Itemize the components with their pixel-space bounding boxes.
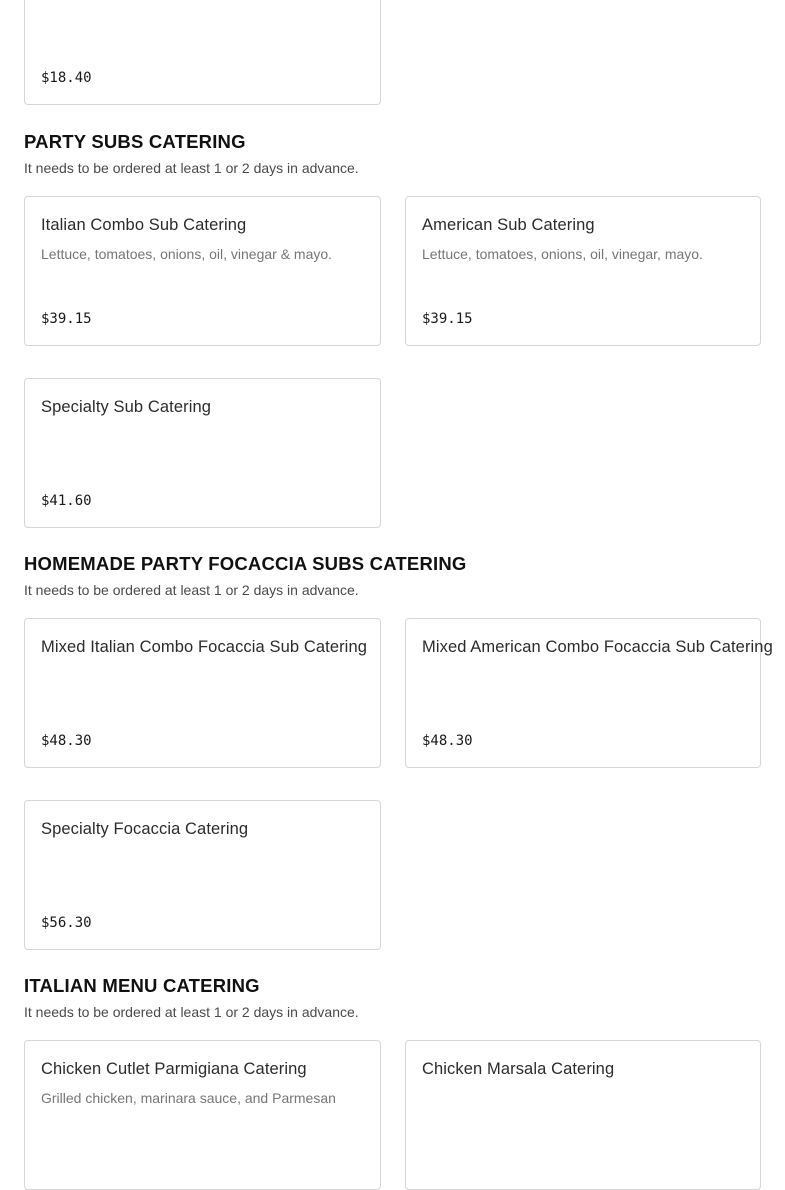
section-note: It needs to be ordered at least 1 or 2 days in advance. — [24, 1004, 359, 1020]
section-note: It needs to be ordered at least 1 or 2 days in advance. — [24, 582, 359, 598]
item-name: Chicken Marsala Catering — [422, 1060, 615, 1078]
menu-item-card[interactable] — [24, 196, 381, 346]
item-name: American Sub Catering — [422, 216, 595, 234]
menu-item-card[interactable] — [405, 196, 761, 346]
item-price: $39.15 — [41, 311, 92, 327]
menu-item-card[interactable] — [24, 800, 381, 950]
menu-item-card[interactable] — [24, 378, 381, 528]
menu-item-card[interactable] — [405, 618, 773, 768]
menu-item-card[interactable] — [24, 618, 381, 768]
menu-item-card[interactable] — [24, 1040, 381, 1190]
section-title: HOMEMADE PARTY FOCACCIA SUBS CATERING — [24, 553, 467, 574]
section-title: ITALIAN MENU CATERING — [24, 975, 260, 996]
item-name: Mixed American Combo Focaccia Sub Catering — [422, 638, 773, 656]
item-price: $56.30 — [41, 915, 92, 931]
section-title: PARTY SUBS CATERING — [24, 131, 246, 152]
item-price: $41.60 — [41, 493, 92, 509]
item-description: Grilled chicken, marinara sauce, and Parmesan — [41, 1090, 336, 1106]
item-description: Lettuce, tomatoes, onions, oil, vinegar, mayo. — [422, 246, 703, 262]
item-name: Mixed Italian Combo Focaccia Sub Catering — [41, 638, 368, 656]
item-price: $18.40 — [41, 70, 92, 86]
item-price: $48.30 — [422, 733, 473, 749]
item-name: Specialty Sub Catering — [41, 398, 212, 416]
menu-item-card[interactable] — [24, 0, 381, 105]
section-note: It needs to be ordered at least 1 or 2 days in advance. — [24, 160, 359, 176]
menu-item-card[interactable] — [405, 1040, 761, 1190]
item-name: Chicken Cutlet Parmigiana Catering — [41, 1060, 307, 1078]
item-name: Specialty Focaccia Catering — [41, 820, 249, 838]
item-price: $48.30 — [41, 733, 92, 749]
item-description: Lettuce, tomatoes, onions, oil, vinegar & mayo. — [41, 246, 333, 262]
item-name: Italian Combo Sub Catering — [41, 216, 247, 234]
item-price: $39.15 — [422, 311, 473, 327]
